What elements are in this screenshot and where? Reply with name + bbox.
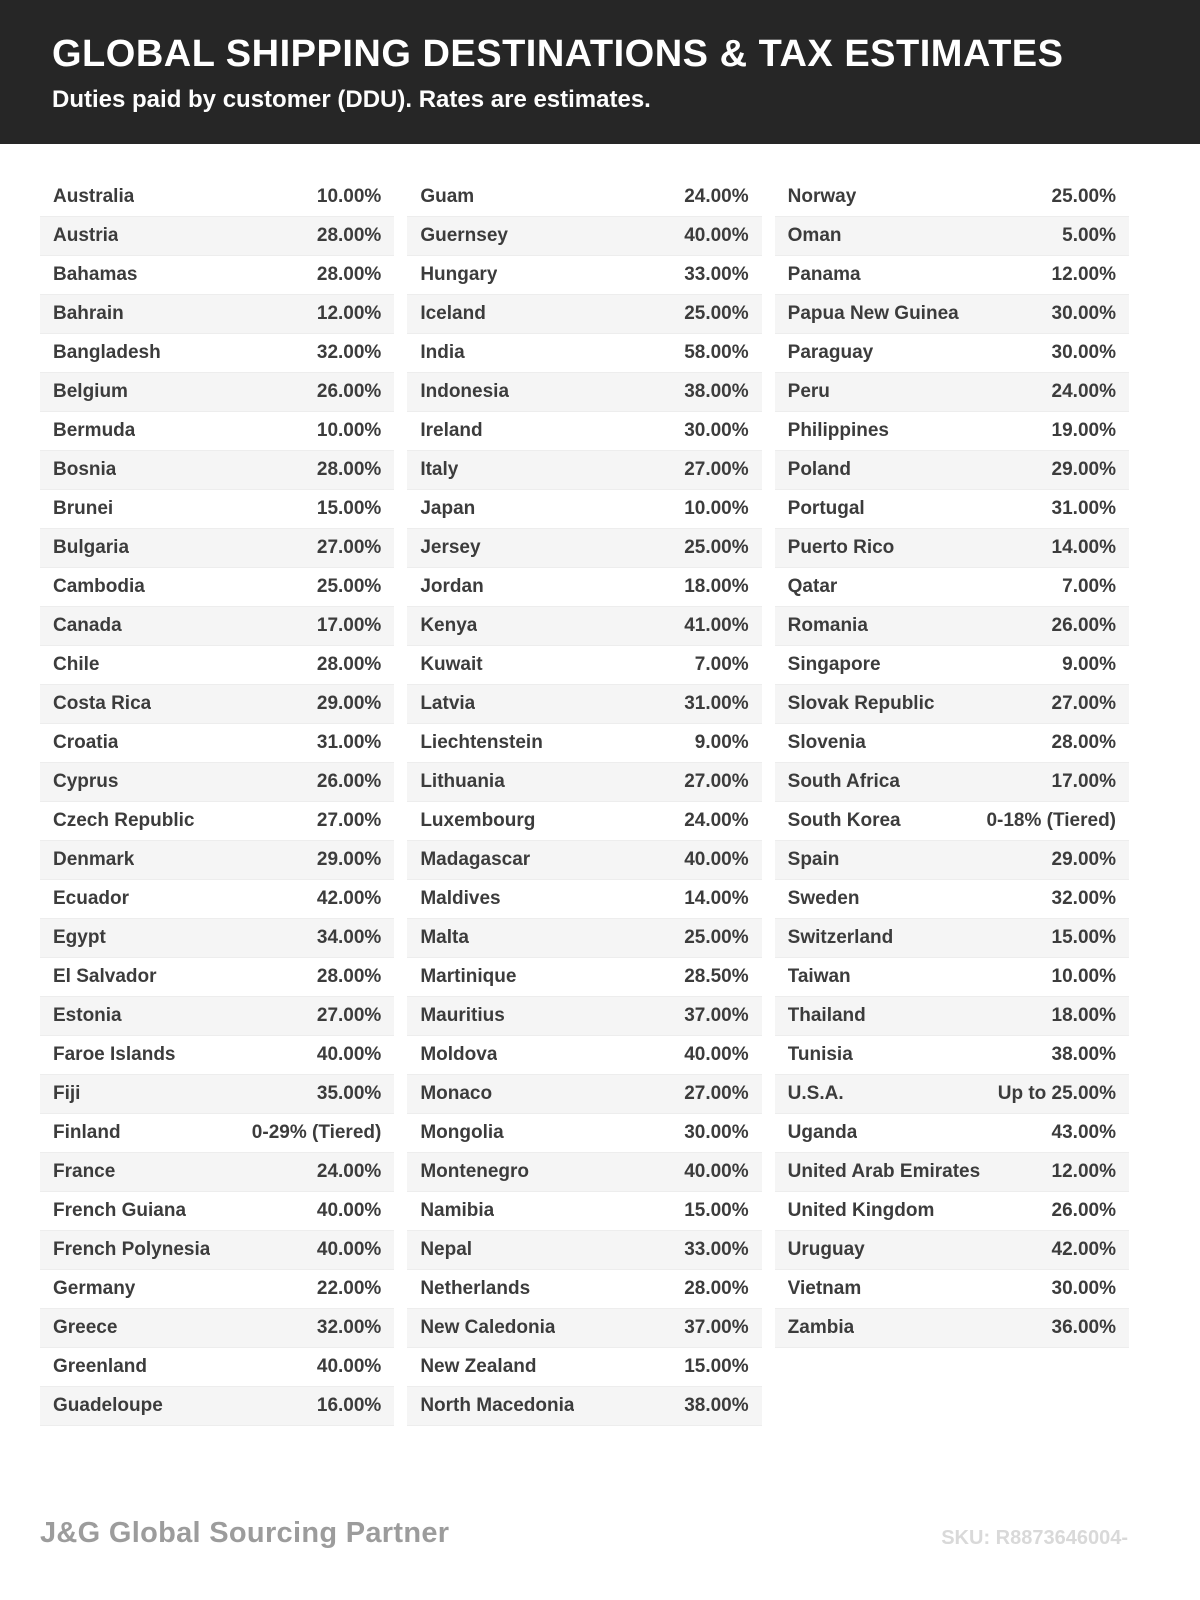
- country-name: Malta: [420, 926, 469, 948]
- country-name: Montenegro: [420, 1160, 530, 1182]
- country-name: Martinique: [420, 965, 517, 987]
- rate-row: [775, 217, 1129, 256]
- country-name: North Macedonia: [420, 1394, 575, 1416]
- rate-row: [775, 373, 1129, 412]
- country-name: Bulgaria: [53, 536, 130, 558]
- rate-value: 38.00%: [684, 380, 749, 402]
- country-name: Jordan: [420, 575, 484, 597]
- rate-value: 34.00%: [316, 926, 382, 948]
- rate-value: 28.00%: [316, 224, 382, 246]
- country-name: Chile: [53, 653, 100, 675]
- country-name: Cambodia: [53, 575, 145, 597]
- rate-value: 58.00%: [684, 341, 749, 363]
- rate-row: [775, 607, 1129, 646]
- country-name: Denmark: [53, 848, 135, 870]
- rate-row: [40, 958, 394, 997]
- rate-row: [407, 529, 761, 568]
- rate-value: 27.00%: [316, 1004, 382, 1026]
- country-name: Netherlands: [420, 1277, 531, 1299]
- country-name: Ireland: [420, 419, 483, 441]
- rate-row: [407, 997, 761, 1036]
- rate-row: [775, 490, 1129, 529]
- rate-value: 30.00%: [684, 1121, 749, 1143]
- country-name: Ecuador: [53, 887, 130, 909]
- rate-row: [40, 256, 394, 295]
- country-name: Portugal: [787, 497, 865, 519]
- rate-value: 10.00%: [316, 185, 382, 207]
- rate-value: 28.50%: [684, 965, 749, 987]
- rate-row: [40, 646, 394, 685]
- rate-row: [775, 412, 1129, 451]
- rate-row: [407, 256, 761, 295]
- country-name: France: [53, 1160, 116, 1182]
- rate-row: [775, 1114, 1129, 1153]
- rate-row: [407, 1270, 761, 1309]
- rate-row: [775, 685, 1129, 724]
- rate-row: [775, 1309, 1129, 1348]
- rate-value: 40.00%: [316, 1355, 382, 1377]
- country-name: Singapore: [787, 653, 881, 675]
- rate-value: 15.00%: [684, 1199, 749, 1221]
- rate-row: [407, 1114, 761, 1153]
- rate-row: [40, 217, 394, 256]
- rate-value: 18.00%: [1051, 1004, 1116, 1026]
- country-name: U.S.A.: [787, 1082, 844, 1104]
- rate-value: 38.00%: [684, 1394, 749, 1416]
- country-name: Belgium: [53, 380, 128, 402]
- rate-row: [40, 1036, 394, 1075]
- rate-column-2: [407, 178, 761, 1426]
- rate-row: [407, 646, 761, 685]
- rate-row: [775, 1036, 1129, 1075]
- rate-value: 28.00%: [316, 965, 382, 987]
- country-name: New Caledonia: [420, 1316, 556, 1338]
- country-name: Taiwan: [787, 965, 851, 987]
- country-name: Norway: [787, 185, 857, 207]
- rate-value: 25.00%: [316, 575, 382, 597]
- rate-value: 41.00%: [684, 614, 749, 636]
- rate-value: 25.00%: [1051, 185, 1116, 207]
- country-name: Panama: [787, 263, 861, 285]
- rate-value: 27.00%: [684, 458, 749, 480]
- country-name: Brunei: [53, 497, 114, 519]
- rate-row: [40, 802, 394, 841]
- country-name: Finland: [53, 1121, 121, 1143]
- rate-row: [775, 958, 1129, 997]
- rate-value: 38.00%: [1051, 1043, 1116, 1065]
- rate-value: 24.00%: [684, 809, 749, 831]
- rate-value: 25.00%: [684, 926, 749, 948]
- rate-row: [40, 1153, 394, 1192]
- rate-row: [40, 1231, 394, 1270]
- rate-row: [407, 178, 761, 217]
- rate-value: 32.00%: [316, 1316, 382, 1338]
- footer: [40, 1517, 1128, 1550]
- country-name: Qatar: [787, 575, 838, 597]
- rate-row: [775, 646, 1129, 685]
- country-name: Papua New Guinea: [787, 302, 959, 324]
- rate-row: [407, 1348, 761, 1387]
- country-name: South Africa: [787, 770, 900, 792]
- country-name: Sweden: [787, 887, 860, 909]
- rate-value: 42.00%: [316, 887, 382, 909]
- rate-value: 12.00%: [316, 302, 382, 324]
- country-name: Australia: [53, 185, 135, 207]
- rate-value: 19.00%: [1051, 419, 1116, 441]
- country-name: United Kingdom: [787, 1199, 935, 1221]
- rate-value: 26.00%: [1051, 614, 1116, 636]
- rate-value: 14.00%: [684, 887, 749, 909]
- rate-row: [40, 334, 394, 373]
- country-name: Latvia: [420, 692, 476, 714]
- rate-value: 37.00%: [684, 1316, 749, 1338]
- rate-value: 31.00%: [1051, 497, 1116, 519]
- country-name: Madagascar: [420, 848, 531, 870]
- country-name: South Korea: [787, 809, 901, 831]
- rate-value: 12.00%: [1051, 1160, 1116, 1182]
- rate-row: [40, 1309, 394, 1348]
- rate-value: 16.00%: [316, 1394, 382, 1416]
- rate-row: [775, 256, 1129, 295]
- country-name: Thailand: [787, 1004, 866, 1026]
- country-name: Guam: [420, 185, 475, 207]
- rate-value: 27.00%: [316, 809, 382, 831]
- country-name: Lithuania: [420, 770, 505, 792]
- rate-row: [407, 1309, 761, 1348]
- rate-row: [775, 295, 1129, 334]
- rate-row: [775, 334, 1129, 373]
- rate-row: [775, 451, 1129, 490]
- rate-value: 22.00%: [316, 1277, 382, 1299]
- rate-value: 32.00%: [316, 341, 382, 363]
- rate-row: [775, 1231, 1129, 1270]
- rate-row: [40, 607, 394, 646]
- rate-row: [407, 724, 761, 763]
- rate-value: 31.00%: [316, 731, 382, 753]
- country-name: Bangladesh: [53, 341, 161, 363]
- country-name: Egypt: [53, 926, 106, 948]
- rate-value: 33.00%: [684, 1238, 749, 1260]
- rate-row: [775, 724, 1129, 763]
- rate-row: [407, 295, 761, 334]
- rate-value: 37.00%: [684, 1004, 749, 1026]
- rate-row: [40, 1192, 394, 1231]
- rate-value: 18.00%: [684, 575, 749, 597]
- rate-value: 27.00%: [684, 1082, 749, 1104]
- rate-value: 36.00%: [1051, 1316, 1116, 1338]
- rate-value: 30.00%: [1051, 1277, 1116, 1299]
- rate-value: 27.00%: [1051, 692, 1116, 714]
- rate-row: [775, 568, 1129, 607]
- rate-row: [407, 568, 761, 607]
- rate-row: [40, 412, 394, 451]
- rate-row: [407, 685, 761, 724]
- rate-value: 9.00%: [694, 731, 749, 753]
- rate-value: 15.00%: [316, 497, 382, 519]
- country-name: Greece: [53, 1316, 118, 1338]
- rate-table: [40, 178, 1129, 1426]
- country-name: Croatia: [53, 731, 119, 753]
- rate-row: [407, 334, 761, 373]
- rate-value: 29.00%: [1051, 848, 1116, 870]
- rate-value: 27.00%: [684, 770, 749, 792]
- country-name: Kenya: [420, 614, 478, 636]
- country-name: Czech Republic: [53, 809, 195, 831]
- country-name: Paraguay: [787, 341, 874, 363]
- rate-value: Up to 25.00%: [997, 1082, 1116, 1104]
- rate-value: 32.00%: [1051, 887, 1116, 909]
- rate-value: 30.00%: [1051, 341, 1116, 363]
- rate-row: [407, 919, 761, 958]
- rate-row: [407, 1036, 761, 1075]
- rate-row: [407, 373, 761, 412]
- country-name: Greenland: [53, 1355, 147, 1377]
- rate-row: [775, 919, 1129, 958]
- country-name: Bahamas: [53, 263, 138, 285]
- rate-value: 7.00%: [1062, 575, 1116, 597]
- rate-row: [40, 451, 394, 490]
- rate-column-1: [40, 178, 394, 1426]
- country-name: Namibia: [420, 1199, 495, 1221]
- rate-row: [407, 1192, 761, 1231]
- country-name: Jersey: [420, 536, 481, 558]
- country-name: Monaco: [420, 1082, 493, 1104]
- rate-value: 17.00%: [316, 614, 382, 636]
- rate-row: [775, 841, 1129, 880]
- rate-row: [40, 295, 394, 334]
- rate-row: [40, 919, 394, 958]
- rate-row: [407, 958, 761, 997]
- rate-row: [407, 841, 761, 880]
- rate-value: 30.00%: [1051, 302, 1116, 324]
- country-name: Mongolia: [420, 1121, 504, 1143]
- country-name: Spain: [787, 848, 840, 870]
- country-name: Slovenia: [787, 731, 866, 753]
- rate-value: 24.00%: [684, 185, 749, 207]
- country-name: French Guiana: [53, 1199, 187, 1221]
- country-name: Hungary: [420, 263, 498, 285]
- rate-value: 28.00%: [316, 458, 382, 480]
- rate-row: [407, 763, 761, 802]
- rate-row: [40, 685, 394, 724]
- country-name: Bermuda: [53, 419, 136, 441]
- country-name: Iceland: [420, 302, 486, 324]
- country-name: Estonia: [53, 1004, 122, 1026]
- country-name: Costa Rica: [53, 692, 152, 714]
- rate-row: [40, 1075, 394, 1114]
- country-name: Liechtenstein: [420, 731, 543, 753]
- rate-row: [407, 412, 761, 451]
- rate-value: 5.00%: [1062, 224, 1116, 246]
- country-name: Philippines: [787, 419, 890, 441]
- rate-value: 40.00%: [684, 224, 749, 246]
- rate-column-3: [775, 178, 1129, 1348]
- page-title: GLOBAL SHIPPING DESTINATIONS & TAX ESTIMATES: [52, 33, 1064, 75]
- country-name: Romania: [787, 614, 868, 636]
- country-name: Uganda: [787, 1121, 858, 1143]
- rate-value: 42.00%: [1051, 1238, 1116, 1260]
- rate-value: 26.00%: [1051, 1199, 1116, 1221]
- country-name: Germany: [53, 1277, 136, 1299]
- country-name: India: [420, 341, 465, 363]
- rate-value: 29.00%: [316, 848, 382, 870]
- rate-value: 29.00%: [316, 692, 382, 714]
- country-name: Japan: [420, 497, 476, 519]
- page-subtitle: Duties paid by customer (DDU). Rates are estimates.: [52, 85, 651, 113]
- rate-value: 31.00%: [684, 692, 749, 714]
- rate-row: [775, 178, 1129, 217]
- rate-value: 25.00%: [684, 536, 749, 558]
- rate-row: [40, 763, 394, 802]
- country-name: Zambia: [787, 1316, 855, 1338]
- rate-value: 27.00%: [316, 536, 382, 558]
- rate-row: [40, 1348, 394, 1387]
- country-name: Vietnam: [787, 1277, 862, 1299]
- rate-value: 9.00%: [1062, 653, 1116, 675]
- rate-row: [775, 529, 1129, 568]
- country-name: Tunisia: [787, 1043, 853, 1065]
- rate-value: 40.00%: [684, 1160, 749, 1182]
- rate-row: [775, 1153, 1129, 1192]
- rate-row: [775, 880, 1129, 919]
- rate-row: [775, 1270, 1129, 1309]
- country-name: Indonesia: [420, 380, 510, 402]
- rate-row: [407, 1387, 761, 1426]
- country-name: New Zealand: [420, 1355, 537, 1377]
- rate-value: 24.00%: [1051, 380, 1116, 402]
- country-name: Faroe Islands: [53, 1043, 176, 1065]
- country-name: Nepal: [420, 1238, 473, 1260]
- rate-value: 26.00%: [316, 770, 382, 792]
- rate-value: 28.00%: [684, 1277, 749, 1299]
- country-name: Moldova: [420, 1043, 498, 1065]
- country-name: Italy: [420, 458, 459, 480]
- rate-row: [40, 1270, 394, 1309]
- rate-value: 28.00%: [316, 263, 382, 285]
- country-name: Bosnia: [53, 458, 117, 480]
- rate-row: [40, 1387, 394, 1426]
- rate-value: 24.00%: [316, 1160, 382, 1182]
- rate-row: [775, 1075, 1129, 1114]
- rate-value: 12.00%: [1051, 263, 1116, 285]
- country-name: Peru: [787, 380, 830, 402]
- country-name: Switzerland: [787, 926, 894, 948]
- country-name: Luxembourg: [420, 809, 536, 831]
- rate-value: 10.00%: [316, 419, 382, 441]
- country-name: Mauritius: [420, 1004, 505, 1026]
- country-name: El Salvador: [53, 965, 157, 987]
- rate-row: [407, 1075, 761, 1114]
- rate-value: 40.00%: [684, 848, 749, 870]
- rate-value: 40.00%: [684, 1043, 749, 1065]
- rate-value: 28.00%: [316, 653, 382, 675]
- country-name: Guernsey: [420, 224, 508, 246]
- rate-row: [40, 373, 394, 412]
- rate-row: [775, 763, 1129, 802]
- rate-value: 0-29% (Tiered): [251, 1121, 382, 1143]
- rate-row: [775, 1192, 1129, 1231]
- country-name: Austria: [53, 224, 119, 246]
- rate-value: 26.00%: [316, 380, 382, 402]
- rate-row: [407, 802, 761, 841]
- country-name: Cyprus: [53, 770, 119, 792]
- rate-row: [40, 178, 394, 217]
- rate-row: [407, 217, 761, 256]
- rate-value: 29.00%: [1051, 458, 1116, 480]
- rate-value: 30.00%: [684, 419, 749, 441]
- country-name: Maldives: [420, 887, 501, 909]
- rate-row: [40, 529, 394, 568]
- country-name: Kuwait: [420, 653, 483, 675]
- rate-row: [40, 841, 394, 880]
- rate-value: 25.00%: [684, 302, 749, 324]
- country-name: Canada: [53, 614, 122, 636]
- rate-row: [775, 997, 1129, 1036]
- rate-row: [775, 802, 1129, 841]
- rate-value: 35.00%: [316, 1082, 382, 1104]
- rate-value: 40.00%: [316, 1238, 382, 1260]
- rate-row: [40, 1114, 394, 1153]
- country-name: United Arab Emirates: [787, 1160, 981, 1182]
- country-name: Poland: [787, 458, 851, 480]
- rate-value: 43.00%: [1051, 1121, 1116, 1143]
- country-name: French Polynesia: [53, 1238, 211, 1260]
- header: [0, 0, 1200, 144]
- rate-row: [40, 568, 394, 607]
- rate-row: [407, 880, 761, 919]
- rate-row: [407, 1153, 761, 1192]
- rate-row: [407, 1231, 761, 1270]
- rate-row: [407, 607, 761, 646]
- country-name: Fiji: [53, 1082, 81, 1104]
- rate-value: 15.00%: [684, 1355, 749, 1377]
- rate-value: 0-18% (Tiered): [986, 809, 1116, 831]
- rate-value: 17.00%: [1051, 770, 1116, 792]
- rate-value: 7.00%: [694, 653, 749, 675]
- rate-row: [40, 724, 394, 763]
- rate-value: 28.00%: [1051, 731, 1116, 753]
- country-name: Uruguay: [787, 1238, 865, 1260]
- rate-row: [407, 490, 761, 529]
- rate-value: 10.00%: [684, 497, 749, 519]
- brand-name: J&G Global Sourcing Partner: [40, 1517, 450, 1549]
- country-name: Bahrain: [53, 302, 124, 324]
- rate-row: [40, 880, 394, 919]
- rate-value: 10.00%: [1051, 965, 1116, 987]
- rate-row: [40, 490, 394, 529]
- rate-value: 14.00%: [1051, 536, 1116, 558]
- rate-row: [40, 997, 394, 1036]
- rate-value: 40.00%: [316, 1043, 382, 1065]
- country-name: Oman: [787, 224, 842, 246]
- rate-value: 15.00%: [1051, 926, 1116, 948]
- rate-value: 40.00%: [316, 1199, 382, 1221]
- country-name: Guadeloupe: [53, 1394, 163, 1416]
- country-name: Slovak Republic: [787, 692, 935, 714]
- sku-label: SKU: R8873646004-: [941, 1527, 1128, 1549]
- rate-value: 33.00%: [684, 263, 749, 285]
- country-name: Puerto Rico: [787, 536, 895, 558]
- rate-row: [407, 451, 761, 490]
